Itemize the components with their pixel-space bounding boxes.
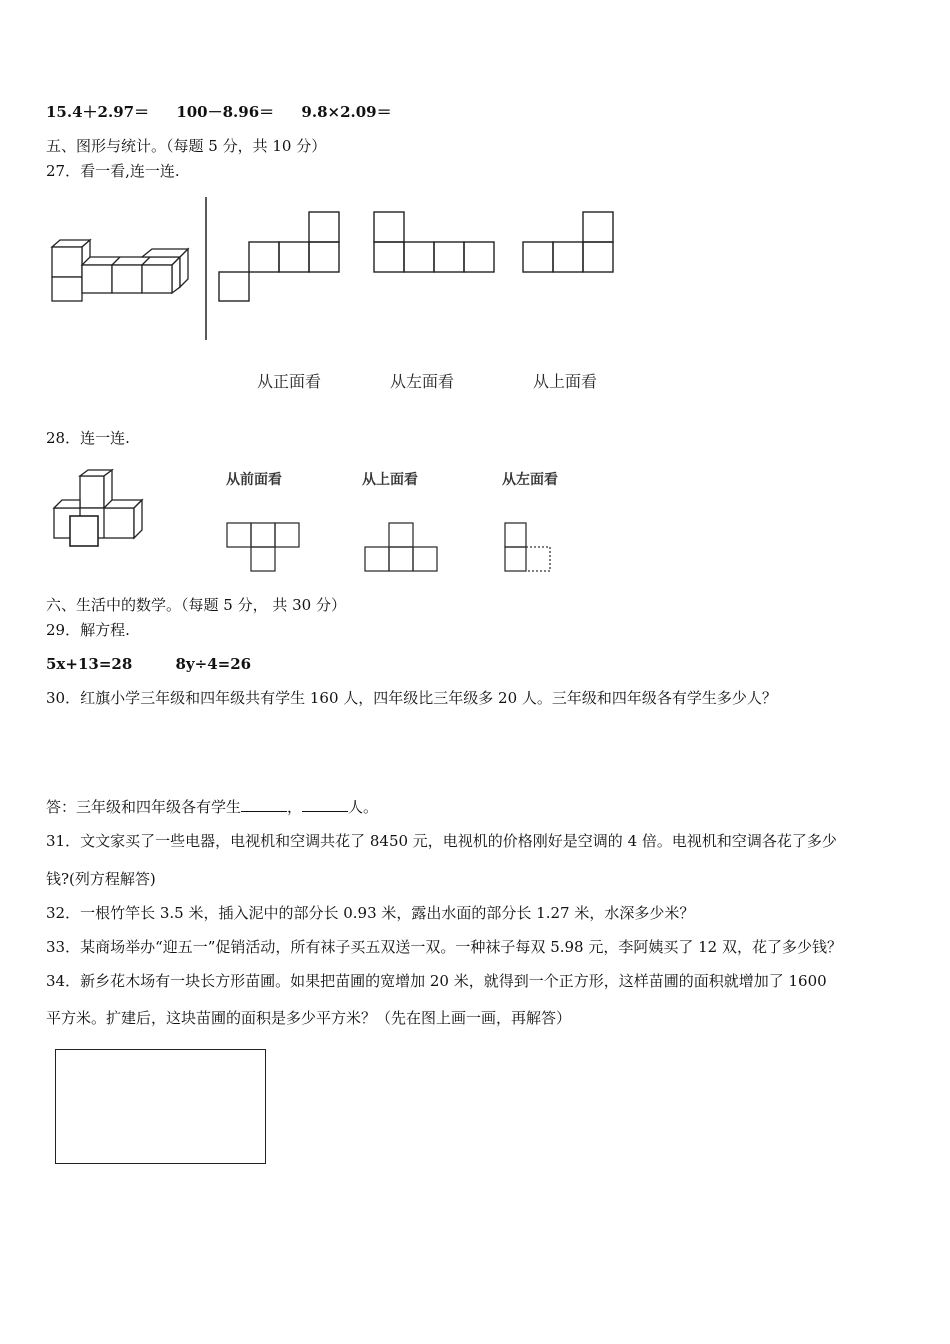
equation: 5x+13=28 bbox=[46, 655, 133, 673]
nursery-rectangle[interactable] bbox=[55, 1049, 266, 1164]
label-left-view: 从左面看 bbox=[502, 472, 558, 488]
answer-blank-2[interactable] bbox=[302, 797, 348, 812]
block-structure-3d bbox=[54, 470, 142, 546]
question-31-line-2: 钱?(列方程解答) bbox=[46, 870, 156, 888]
calc-item: 100－8.96＝ bbox=[176, 103, 275, 121]
question-33: 33．某商场举办“迎五一”促销活动，所有袜子买五双送一双。一种袜子每双 5.98 元，李阿姨买了 12 双，花了多少钱？ bbox=[46, 938, 842, 956]
calc-row bbox=[46, 102, 414, 122]
label-top-view: 从上面看 bbox=[362, 472, 418, 488]
caption-top-view: 从上面看 bbox=[533, 372, 598, 391]
question-32: 32．一根竹竿长 3.5 米，插入泥中的部分长 0.93 米，露出水面的部分长 1.27 米，水深多少米？ bbox=[46, 904, 695, 922]
answer-suffix: 人。 bbox=[348, 798, 379, 816]
answer-prefix: 答：三年级和四年级各有学生 bbox=[46, 798, 242, 816]
cube-stack-3d bbox=[52, 240, 188, 301]
answer-blank-1[interactable] bbox=[241, 797, 287, 812]
q27-figure bbox=[40, 195, 660, 355]
question-28: 28．连一连. bbox=[46, 429, 130, 447]
equation: 8y÷4=26 bbox=[175, 655, 252, 673]
question-31-line-1: 31．文文家买了一些电器，电视机和空调共花了 8450 元，电视机的价格刚好是空调的 4 倍。电视机和空调各花了多少 bbox=[46, 832, 837, 850]
label-shape-3 bbox=[505, 523, 550, 571]
caption-left-view: 从左面看 bbox=[390, 372, 455, 391]
question-30: 30．红旗小学三年级和四年级共有学生 160 人，四年级比三年级多 20 人。三年级和四年级各有学生多少人？ bbox=[46, 689, 777, 707]
question-34-line-1: 34．新乡花木场有一块长方形苗圃。如果把苗圃的宽增加 20 米，就得到一个正方形，这样苗圃的面积就增加了 1600 bbox=[46, 972, 827, 990]
view-shape-1 bbox=[219, 212, 339, 301]
question-27: 27．看一看,连一连. bbox=[46, 162, 180, 180]
calc-item: 9.8×2.09＝ bbox=[301, 103, 392, 121]
section-5-heading: 五、图形与统计。（每题 5 分，共 10 分） bbox=[46, 137, 327, 155]
question-34-line-2: 平方米。扩建后，这块苗圃的面积是多少平方米？（先在图上画一画，再解答） bbox=[46, 1009, 572, 1027]
answer-sep: ， bbox=[287, 798, 303, 816]
label-shape-1 bbox=[227, 523, 299, 571]
view-shape-2 bbox=[374, 212, 494, 272]
label-front-view: 从前面看 bbox=[226, 472, 282, 488]
question-29: 29．解方程. bbox=[46, 621, 130, 639]
equations-row bbox=[46, 654, 289, 674]
section-6-heading: 六、生活中的数学。（每题 5 分， 共 30 分） bbox=[46, 596, 346, 614]
caption-front-view: 从正面看 bbox=[257, 372, 322, 391]
view-shape-3 bbox=[523, 212, 613, 272]
calc-item: 15.4＋2.97＝ bbox=[46, 103, 150, 121]
label-shape-2 bbox=[365, 523, 437, 571]
answer-30 bbox=[46, 797, 378, 817]
